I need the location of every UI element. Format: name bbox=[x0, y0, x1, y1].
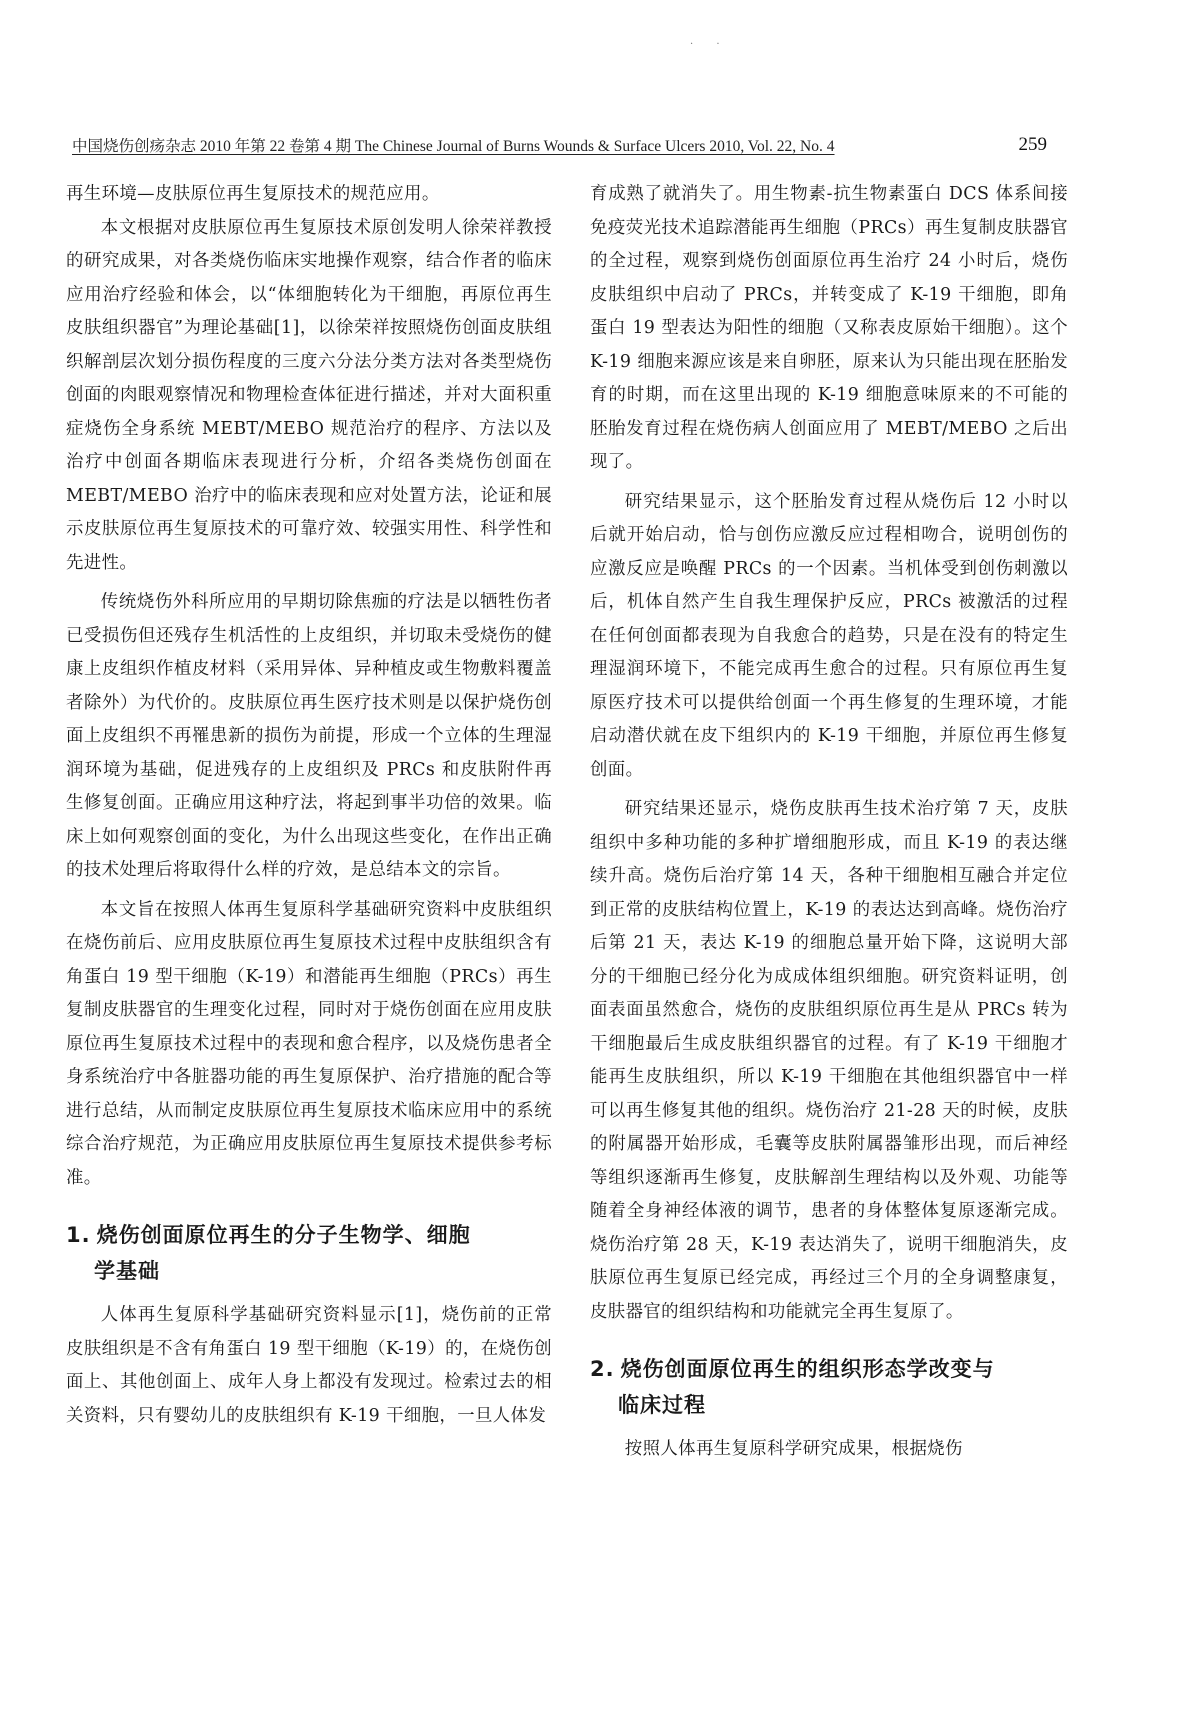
scan-artifact: . . bbox=[690, 36, 730, 47]
running-head-text: 中国烧伤创疡杂志 2010 年第 22 卷第 4 期 The Chinese Journal of Burns Wounds & Surface Ulcers 2010, Vol. 22, No. 4 bbox=[72, 138, 835, 155]
section-number: 2. bbox=[590, 1357, 615, 1381]
paragraph: 育成熟了就消失了。用生物素-抗生物素蛋白 DCS 体系间接免疫荧光技术追踪潜能再生细胞（PRCs）再生复制皮肤器官的全过程，观察到烧伤创面原位再生治疗 24 小时后，烧伤皮肤组织中启动了 PRCs，并转变成了 K-19 干细胞，即角蛋白 19 型表达为阳性的细胞（又称表皮原始干细胞）。这个 K-19 细胞来源应该是来自卵胚，原来认为只能出现在胚胎发育的时期，而在这里出现的 K-19 细胞意味原来的不可能的胚胎发育过程在烧伤病人创面应用了 MEBT/MEBO 之后出现了。 bbox=[590, 184, 1068, 472]
section-number: 1. bbox=[66, 1223, 91, 1247]
right-column bbox=[590, 178, 1068, 1467]
section-heading-1 bbox=[66, 1217, 552, 1289]
section-title-line: 烧伤创面原位再生的分子生物学、细胞 bbox=[96, 1223, 471, 1247]
paragraph: 本文根据对皮肤原位再生复原技术原创发明人徐荣祥教授的研究成果，对各类烧伤临床实地操作观察，结合作者的临床应用治疗经验和体会，以“体细胞转化为干细胞，再原位再生皮肤组织器官”为理论基础[1]，以徐荣祥按照烧伤创面皮肤组织解剖层次划分损伤程度的三度六分法分类方法对各类型烧伤创面的肉眼观察情况和物理检查体征进行描述，并对大面积重症烧伤全身系统 MEBT/MEBO 规范治疗的程序、方法以及治疗中创面各期临床表现进行分析，介绍各类烧伤创面在 MEBT/MEBO 治疗中的临床表现和应对处置方法，论证和展示皮肤原位再生复原技术的可靠疗效、较强实用性、科学性和先进性。 bbox=[66, 217, 552, 573]
paragraph: 人体再生复原科学基础研究资料显示[1]，烧伤前的正常皮肤组织是不含有角蛋白 19 型干细胞（K-19）的，在烧伤创面上、其他创面上、成年人身上都没有发现过。检索过去的相关资料，只有婴幼儿的皮肤组织有 K-19 干细胞，一旦人体发 bbox=[66, 1305, 552, 1426]
running-header bbox=[72, 128, 1047, 156]
left-column bbox=[66, 178, 552, 1433]
paragraph: 研究结果还显示，烧伤皮肤再生技术治疗第 7 天，皮肤组织中多种功能的多种扩增细胞形成，而且 K-19 的表达继续升高。烧伤后治疗第 14 天，各种干细胞相互融合并定位到正常的皮肤结构位置上，K-19 的表达达到高峰。烧伤治疗后第 21 天，表达 K-19 的细胞总量开始下降，这说明大部分的干细胞已经分化为成成体组织细胞。研究资料证明，创面表面虽然愈合，烧伤的皮肤组织原位再生是从 PRCs 转为干细胞最后生成皮肤组织器官的过程。有了 K-19 干细胞才能再生皮肤组织，所以 K-19 干细胞在其他组织器官中一样可以再生修复其他的组织。烧伤治疗 21-28 天的时候，皮肤的附属器开始形成，毛囊等皮肤附属器雏形出现，而后神经等组织逐渐再生修复，皮肤解剖生理结构以及外观、功能等随着全身神经体液的调节，患者的身体整体复原逐渐完成。烧伤治疗第 28 天，K-19 表达消失了，说明干细胞消失，皮肤原位再生复原已经完成，再经过三个月的全身调整康复，皮肤器官的组织结构和功能就完全再生复原了。 bbox=[590, 799, 1068, 1322]
paragraph: 研究结果显示，这个胚胎发育过程从烧伤后 12 小时以后就开始启动，恰与创伤应激反应过程相吻合，说明创伤的应激反应是唤醒 PRCs 的一个因素。当机体受到创伤刺激以后，机体自然产生自我生理保护反应，PRCs 被激活的过程在任何创面都表现为自我愈合的趋势，只是在没有的特定生理湿润环境下，不能完成再生愈合的过程。只有原位再生复原医疗技术可以提供给创面一个再生修复的生理环境，才能启动潜伏就在皮下组织内的 K-19 干细胞，并原位再生修复创面。 bbox=[590, 491, 1068, 780]
paragraph: 再生环境—皮肤原位再生复原技术的规范应用。 bbox=[66, 184, 440, 204]
paragraph: 本文旨在按照人体再生复原科学基础研究资料中皮肤组织在烧伤前后、应用皮肤原位再生复原技术过程中皮肤组织含有角蛋白 19 型干细胞（K-19）和潜能再生细胞（PRCs）再生复制皮肤器官的生理变化过程，同时对于烧伤创面在应用皮肤原位再生复原技术过程中的表现和愈合程序，以及烧伤患者全身系统治疗中各脏器功能的再生复原保护、治疗措施的配合等进行总结，从而制定皮肤原位再生复原技术临床应用中的系统综合治疗规范，为正确应用皮肤原位再生复原技术提供参考标准。 bbox=[66, 899, 552, 1188]
paragraph: 传统烧伤外科所应用的早期切除焦痂的疗法是以牺牲伤者已受损伤但还残存生机活性的上皮组织，并切取未受烧伤的健康上皮组织作植皮材料（采用异体、异种植皮或生物敷料覆盖者除外）为代价的。皮肤原位再生医疗技术则是以保护烧伤创面上皮组织不再罹患新的损伤为前提，形成一个立体的生理湿润环境为基础，促进残存的上皮组织及 PRCs 和皮肤附件再生修复创面。正确应用这种疗法，将起到事半功倍的效果。临床上如何观察创面的变化，为什么出现这些变化，在作出正确的技术处理后将取得什么样的疗效，是总结本文的宗旨。 bbox=[66, 592, 552, 880]
section-title-line: 临床过程 bbox=[618, 1393, 706, 1417]
section-heading-2 bbox=[590, 1351, 1068, 1423]
page-number: 259 bbox=[1018, 134, 1047, 155]
section-title-line: 学基础 bbox=[94, 1259, 160, 1283]
paragraph: 按照人体再生复原科学研究成果，根据烧伤 bbox=[624, 1439, 963, 1459]
section-title-line: 烧伤创面原位再生的组织形态学改变与 bbox=[620, 1357, 995, 1381]
